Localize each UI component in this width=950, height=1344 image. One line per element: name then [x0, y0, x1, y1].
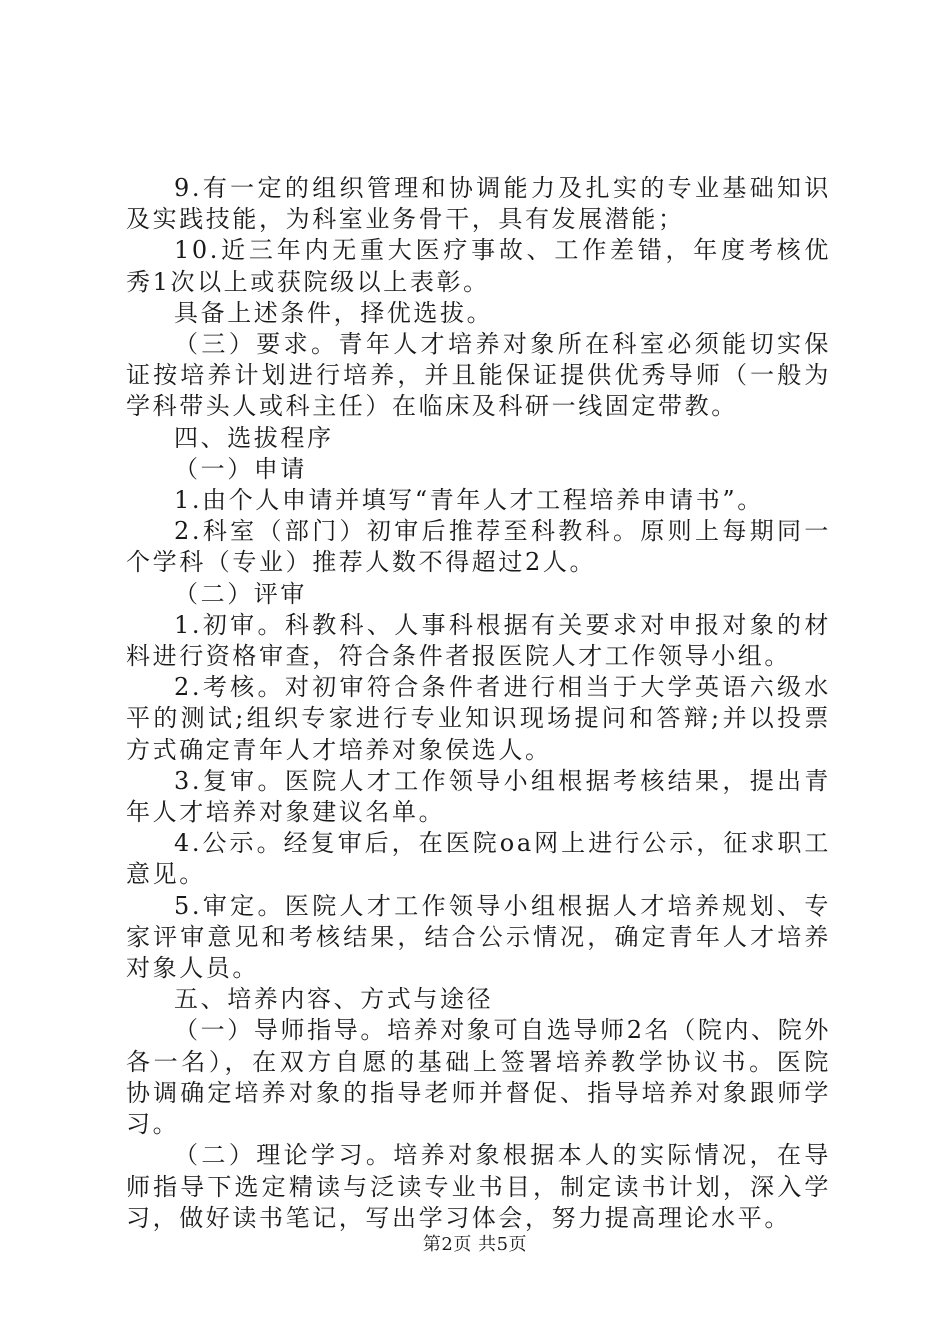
paragraph-requirements: （三）要求。青年人才培养对象所在科室必须能切实保证按培养计划进行培养，并且能保证提供优秀导师（一般为学科带头人或科主任）在临床及科研一线固定带教。 [126, 330, 831, 421]
paragraph-application-1: 1.由个人申请并填写“青年人才工程培养申请书”。 [174, 486, 764, 515]
section-heading-training-content: 五、培养内容、方式与途径 [174, 985, 494, 1014]
paragraph-review-second: 3.复审。医院人才工作领导小组根据考核结果，提出青年人才培养对象建议名单。 [126, 766, 831, 827]
paragraph-review-publicity: 4.公示。经复审后，在医院oa网上进行公示，征求职工意见。 [126, 829, 831, 889]
paragraph-application-2: 2.科室（部门）初审后推荐至科教科。原则上每期同一个学科（专业）推荐人数不得超过2人。 [126, 517, 831, 577]
paragraph-criterion-9: 9.有一定的组织管理和协调能力及扎实的专业基础知识及实践技能，为科室业务骨干，具有发展潜能； [126, 174, 831, 234]
page-number-footer: 第2页 共5页 [422, 1234, 528, 1255]
paragraph-criterion-10: 10.近三年内无重大医疗事故、工作差错，年度考核优秀1次以上或获院级以上表彰。 [126, 236, 831, 296]
paragraph-review-initial: 1.初审。科教科、人事科根据有关要求对申报对象的材料进行资格审查，符合条件者报医院人才工作领导小组。 [126, 610, 831, 671]
paragraph-mentor-guidance: （一）导师指导。培养对象可自选导师2名（院内、院外各一名），在双方自愿的基础上签署培养教学协议书。医院协调确定培养对象的指导老师并督促、指导培养对象跟师学习。 [126, 1016, 831, 1139]
subheading-application: （一）申请 [174, 454, 307, 483]
subheading-review: （二）评审 [174, 579, 307, 608]
document-body [126, 173, 831, 1234]
paragraph-review-assessment: 2.考核。对初审符合条件者进行相当于大学英语六级水平的测试;组织专家进行专业知识现场提问和答辩;并以投票方式确定青年人才培养对象侯选人。 [126, 673, 831, 764]
section-heading-selection-procedure: 四、选拔程序 [174, 423, 334, 452]
paragraph-selection-note: 具备上述条件，择优选拔。 [174, 298, 494, 327]
paragraph-theory-study: （二）理论学习。培养对象根据本人的实际情况，在导师指导下选定精读与泛读专业书目，制定读书计划，深入学习，做好读书笔记，写出学习体会，努力提高理论水平。 [126, 1141, 831, 1232]
paragraph-review-final: 5.审定。医院人才工作领导小组根据人才培养规划、专家评审意见和考核结果，结合公示情况，确定青年人才培养对象人员。 [126, 891, 831, 983]
